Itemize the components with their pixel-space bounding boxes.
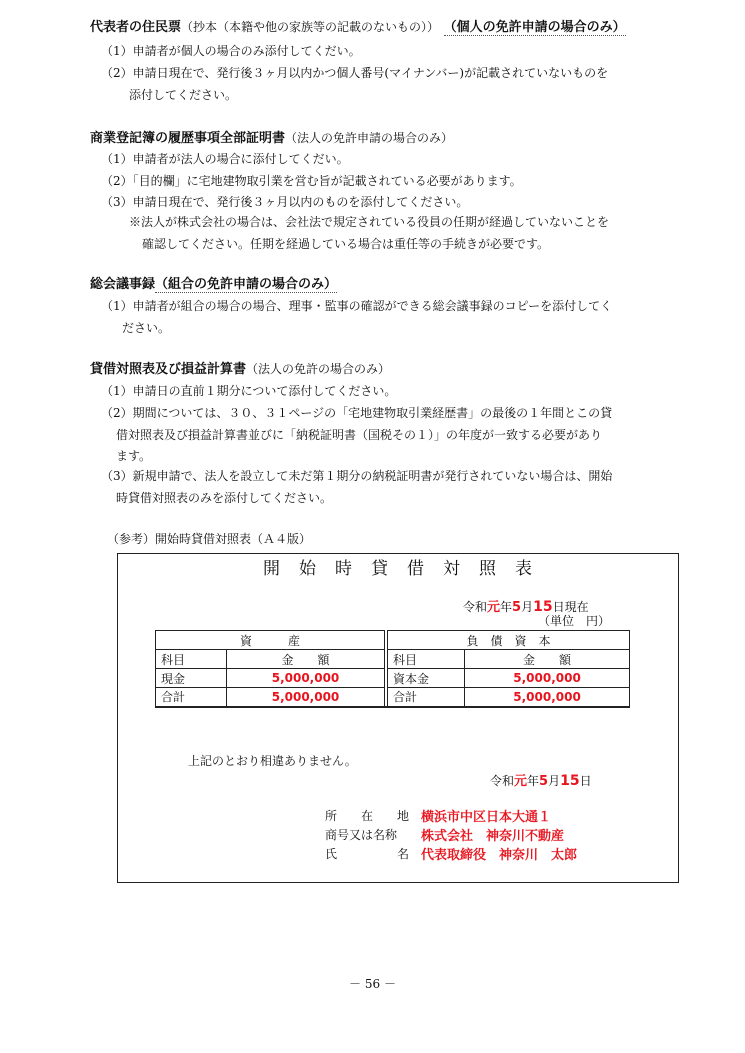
col-amount-right: 金 額 — [465, 650, 630, 669]
list-item: （3）申請日現在で、発行後３ヶ月以内のものを添付してください。 — [101, 195, 469, 209]
col-item-right: 科目 — [388, 650, 465, 669]
list-item: （1）申請日の直前１期分について添付してください。 — [101, 384, 397, 398]
date-year: 元 — [514, 774, 528, 789]
section-title-text: 商業登記簿の履歴事項全部証明書 — [90, 131, 286, 146]
section-title-balance-sheet — [90, 358, 390, 377]
cash-amount: 5,000,000 — [227, 669, 385, 688]
reference-label: （参考）開始時貸借対照表（Ａ４版） — [107, 532, 312, 546]
list-item: ます。 — [116, 449, 152, 463]
total-amount-right: 5,000,000 — [465, 688, 630, 707]
col-amount-left: 金 額 — [227, 650, 385, 669]
list-item: ※法人が株式会社の場合は、会社法で規定されている役員の任期が経過していないことを — [129, 215, 610, 229]
section-title-text: 代表者の住民票 — [90, 20, 182, 35]
date-month-suffix: 月 — [521, 600, 534, 614]
section-note: （法人の免許申請の場合のみ） — [285, 131, 454, 145]
col-item-left: 科目 — [156, 650, 227, 669]
total-label-left: 合計 — [156, 688, 227, 707]
total-amount-left: 5,000,000 — [227, 688, 385, 707]
unit-label: （単位 円） — [538, 614, 611, 628]
form-title: 開 始 時 貸 借 対 照 表 — [263, 559, 533, 579]
section-title-resident-card — [90, 16, 626, 35]
list-item: 確認してください。任期を経過している場合は重任等の手続きが必要です。 — [142, 237, 550, 251]
section-title-text: 貸借対照表及び損益計算書 — [90, 362, 247, 377]
cash-label: 現金 — [156, 669, 227, 688]
address-value: 横浜市中区日本大通１ — [421, 810, 552, 825]
capital-amount: 5,000,000 — [465, 669, 630, 688]
company-label: 商号又は名称 — [325, 828, 398, 842]
date-day-suffix: 日 — [579, 774, 592, 788]
sign-date — [490, 770, 592, 789]
balance-table — [155, 630, 630, 708]
table-row — [156, 650, 630, 669]
list-item: ださい。 — [122, 321, 171, 335]
date-day: 15 — [560, 773, 580, 789]
section-title-paren: （抄本（本籍や他の家族等の記載のないもの）） — [181, 20, 440, 34]
list-item: 時貸借対照表のみを添付してください。 — [116, 491, 333, 505]
date-day-suffix: 日現在 — [552, 600, 589, 614]
list-item: （1）申請者が組合の場合の場合、理事・監事の確認ができる総会議事録のコピーを添付してく — [101, 299, 613, 313]
list-item: （3）新規申請で、法人を設立して未だ第１期分の納税証明書が発行されていない場合は、開始 — [101, 469, 613, 483]
capital-label: 資本金 — [388, 669, 465, 688]
opening-balance-sheet-form — [117, 553, 679, 883]
section-title-text: 総会議事録 — [90, 277, 156, 292]
table-row — [156, 688, 630, 707]
list-item: （2）申請日現在で、発行後３ヶ月以内かつ個人番号(マイナンバー)が記載されていないものを — [101, 66, 609, 80]
date-month: 5 — [512, 600, 522, 615]
table-row — [156, 631, 630, 650]
date-era: 令和 — [490, 774, 515, 788]
name-label: 氏 名 — [325, 847, 410, 861]
list-item: 添付してください。 — [129, 88, 238, 102]
date-year: 元 — [487, 600, 501, 615]
company-value: 株式会社 神奈川不動産 — [421, 829, 565, 844]
page-number: － 56 － — [349, 977, 396, 991]
section-title-minutes — [90, 273, 337, 292]
date-day: 15 — [533, 599, 553, 615]
list-item: 借対照表及び損益計算書並びに「納税証明書（国税その１）」の年度が一致する必要があり — [116, 428, 603, 442]
total-label-right: 合計 — [388, 688, 465, 707]
date-year-suffix: 年 — [500, 600, 513, 614]
liabilities-header: 負 債 資 本 — [388, 631, 630, 650]
section-note: （組合の免許申請の場合のみ） — [155, 277, 338, 292]
name-value: 代表取締役 神奈川 太郎 — [421, 848, 578, 863]
assets-header: 資 産 — [156, 631, 385, 650]
address-label: 所 在 地 — [325, 809, 410, 823]
date-month-suffix: 月 — [548, 774, 561, 788]
date-month: 5 — [539, 774, 549, 789]
section-note: （個人の免許申請の場合のみ） — [443, 20, 626, 35]
date-era: 令和 — [463, 600, 488, 614]
list-item: （1）申請者が個人の場合のみ添付してくだい。 — [101, 44, 361, 58]
section-note: （法人の免許の場合のみ） — [246, 362, 391, 376]
section-title-registry — [90, 127, 453, 146]
list-item: （1）申請者が法人の場合に添付してくだい。 — [101, 152, 349, 166]
date-year-suffix: 年 — [527, 774, 540, 788]
table-row — [156, 669, 630, 688]
list-item: （2）期間については、３０、３１ページの「宅地建物取引業経歴書」の最後の１年間とこの貸 — [101, 406, 613, 420]
list-item: （2）「目的欄」に宅地建物取引業を営む旨が記載されている必要があります。 — [101, 174, 522, 188]
declaration: 上記のとおり相違ありません。 — [188, 754, 357, 768]
